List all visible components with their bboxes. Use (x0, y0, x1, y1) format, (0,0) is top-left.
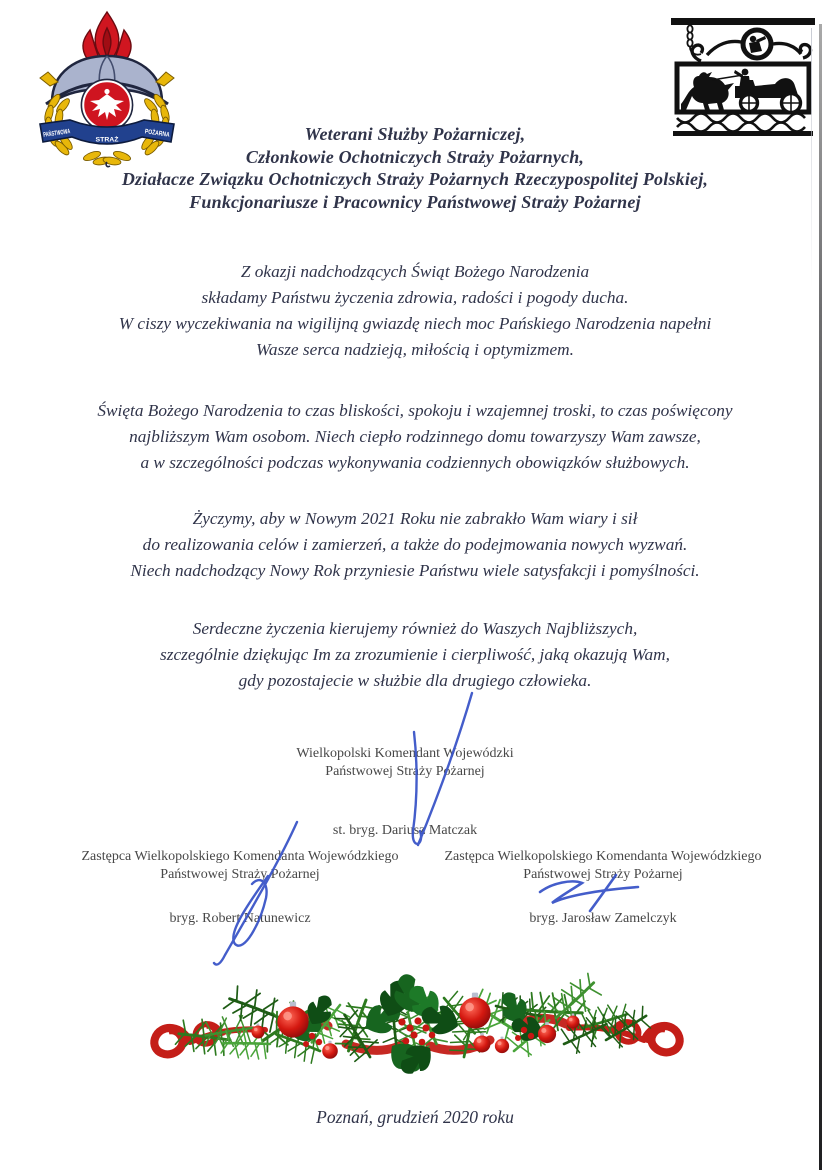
paragraph-line: a w szczególności podczas wykonywania codziennych obowiązków służbowych. (140, 453, 690, 472)
signature-title: Zastępca Wielkopolskiego Komendanta Wojewódzkiego (444, 849, 762, 864)
signature-title: Państwowej Straży Pożarnej (523, 867, 683, 882)
reins (712, 75, 743, 80)
paragraph-line: Wasze serca nadzieją, miłością i optymizmem. (256, 340, 574, 359)
horse-drawn-fire-carriage-sign-icon (663, 6, 815, 138)
paragraph-line: Niech nadchodzący Nowy Rok przyniesie Państwu wiele satysfakcji i pomyślności. (130, 561, 700, 580)
paragraph-line: najbliższym Wam osobom. Niech ciepło rodzinnego domu towarzyszy Wam zawsze, (129, 427, 701, 446)
christmas-garland-icon (130, 958, 704, 1080)
signature-name: bryg. Robert Natunewicz (169, 911, 311, 926)
salutation (10, 123, 820, 213)
sign-medallion-figure (749, 36, 766, 53)
ink-signature-matczak (413, 693, 472, 845)
salutation-line: Członkowie Ochotniczych Straży Pożarnych, (245, 146, 585, 167)
signature-title: Państwowej Straży Pożarnej (325, 764, 485, 779)
paragraph-line: Serdeczne życzenia kierujemy również do Waszych Najbliższych, (192, 619, 638, 638)
paragraph-line: składamy Państwu życzenia zdrowia, radości i pogody ducha. (201, 288, 629, 307)
paragraph-christmas-wishes (10, 259, 820, 363)
dateline (10, 1105, 820, 1129)
scan-edge-line (819, 24, 822, 1170)
salutation-line: Działacze Związku Ochotniczych Straży Pożarnych Rzeczypospolitej Polskiej, (121, 169, 709, 189)
salutation-line: Weterani Służby Pożarniczej, (304, 124, 526, 144)
banner-word-pozarna: POŻARNA (144, 128, 178, 140)
paragraph-line: W ciszy wyczekiwania na wigilijną gwiazdę niech moc Pańskiego Narodzenia napełni (118, 314, 712, 333)
paragraph-line: do realizowania celów i zamierzeń, a także do podejmowania nowych wyzwań. (142, 535, 688, 554)
dateline-text: Poznań, grudzień 2020 roku (316, 1107, 514, 1127)
paragraph-family-warmth (10, 398, 820, 476)
banner-word-panstwowa: PAŃSTWOWA (42, 125, 88, 139)
ink-signature-natunewicz (214, 822, 297, 965)
paragraph-line: Życzymy, aby w Nowym 2021 Roku nie zabrakło Wam wiary i sił (192, 509, 638, 528)
banner-word-straz: STRAŻ (95, 136, 118, 144)
paragraph-line: szczególnie dziękując Im za zrozumienie i cierpliwość, jaką okazują Wam, (160, 645, 670, 664)
paragraph-new-year-wishes (10, 506, 820, 584)
signature-name: bryg. Jarosław Zamelczyk (529, 911, 677, 926)
handwritten-ink-signatures (180, 676, 660, 976)
ink-signature-zamelczyk (540, 875, 638, 911)
paragraph-line: Z okazji nadchodzących Świąt Bożego Narodzenia (240, 262, 590, 281)
paragraph-line: Święta Bożego Narodzenia to czas bliskości, spokoju i wzajemnej troski, to czas poświęcony (97, 401, 733, 420)
sign-top-bar (671, 18, 815, 25)
signature-title: Państwowej Straży Pożarnej (160, 867, 320, 882)
salutation-line: Funkcjonariusze i Pracownicy Państwowej Straży Pożarnej (189, 191, 641, 212)
signature-title: Zastępca Wielkopolskiego Komendanta Wojewódzkiego (81, 849, 399, 864)
sign-chain (687, 25, 701, 54)
signature-title: Wielkopolski Komendant Wojewódzki (296, 746, 514, 761)
signature-name: st. bryg. Dariusz Matczak (332, 823, 478, 838)
paragraph-line: gdy pozostajecie w służbie dla drugiego człowieka. (238, 671, 592, 690)
